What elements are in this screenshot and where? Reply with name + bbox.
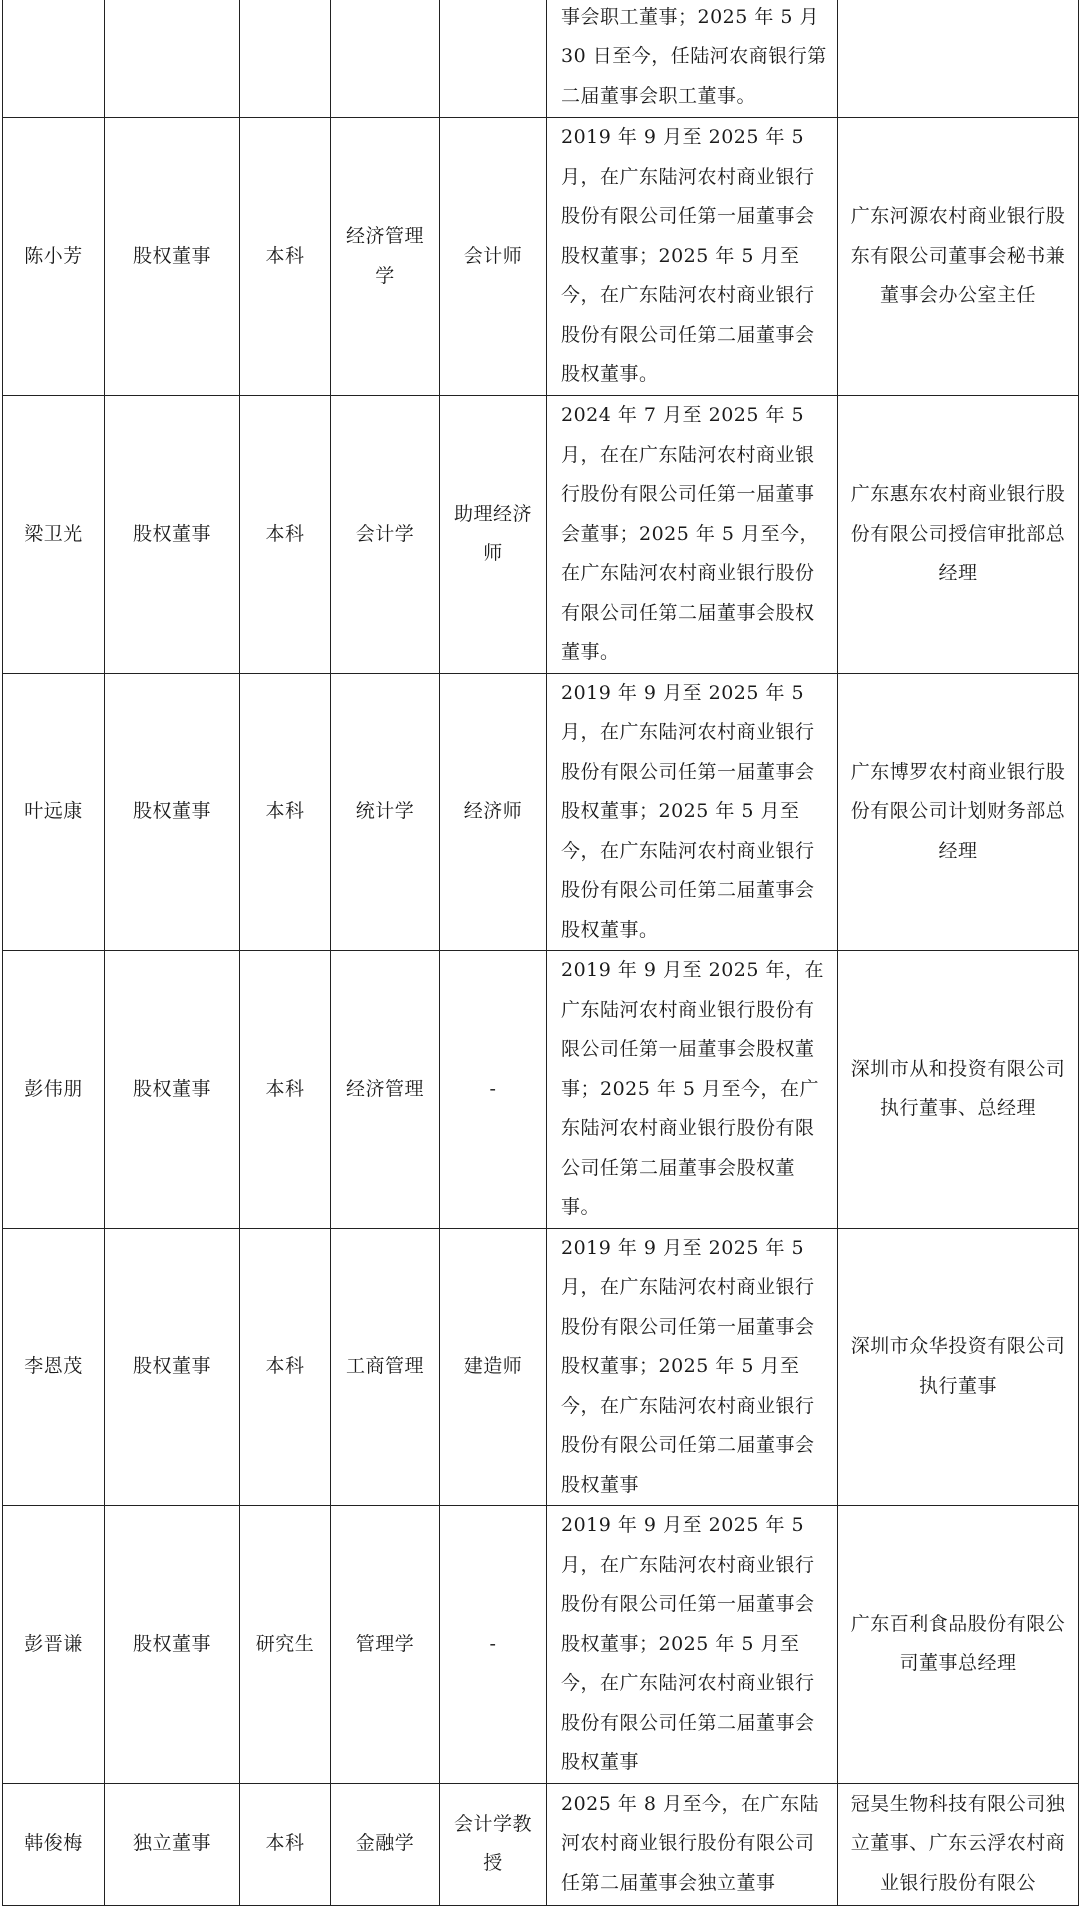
cell-education: 研究生: [240, 1506, 331, 1784]
cell-resume: 2025 年 8 月至今，在广东陆河农村商业银行股份有限公司任第二届董事会独立董事: [547, 1783, 838, 1905]
table-row: [3, 1783, 1079, 1905]
cell-resume: 2019 年 9 月至 2025 年，在广东陆河农村商业银行股份有限公司任第一届董事会股权董事；2025 年 5 月至今，在广东陆河农村商业银行股份有限公司任第二届董事会股权董事。: [547, 951, 838, 1229]
cell-title: -: [440, 1506, 547, 1784]
cell-major: 管理学: [331, 1506, 440, 1784]
cell-current-position: 广东河源农村商业银行股东有限公司董事会秘书兼董事会办公室主任: [838, 118, 1079, 396]
cell-role: 股权董事: [105, 1228, 240, 1506]
table-row: [3, 1228, 1079, 1506]
cell-major: 会计学: [331, 396, 440, 674]
cell-resume: 事会职工董事；2025 年 5 月 30 日至今，任陆河农商银行第二届董事会职工董事。: [547, 0, 838, 118]
cell-role: 独立董事: [105, 1783, 240, 1905]
cell-education: 本科: [240, 396, 331, 674]
cell-resume: 2019 年 9 月至 2025 年 5 月，在广东陆河农村商业银行股份有限公司任第一届董事会股权董事；2025 年 5 月至今，在广东陆河农村商业银行股份有限公司任第二届董事会股权董事。: [547, 673, 838, 951]
cell-resume: 2024 年 7 月至 2025 年 5 月，在在广东陆河农村商业银行股份有限公司任第一届董事会董事；2025 年 5 月至今，在广东陆河农村商业银行股份有限公司任第二届董事会股权董事。: [547, 396, 838, 674]
table-row: [3, 951, 1079, 1229]
cell-resume: 2019 年 9 月至 2025 年 5 月，在广东陆河农村商业银行股份有限公司任第一届董事会股权董事；2025 年 5 月至今，在广东陆河农村商业银行股份有限公司任第二届董事会股权董事: [547, 1506, 838, 1784]
cell-role: 股权董事: [105, 673, 240, 951]
director-table: [2, 0, 1079, 1906]
cell-role: [105, 0, 240, 118]
table-row: [3, 1506, 1079, 1784]
cell-name: 李恩茂: [3, 1228, 105, 1506]
cell-major: [331, 0, 440, 118]
cell-name: [3, 0, 105, 118]
cell-current-position: 冠昊生物科技有限公司独立董事、广东云浮农村商业银行股份有限公: [838, 1783, 1079, 1905]
cell-current-position: 广东博罗农村商业银行股份有限公司计划财务部总经理: [838, 673, 1079, 951]
cell-education: 本科: [240, 673, 331, 951]
cell-major: 经济管理: [331, 951, 440, 1229]
table-row: [3, 673, 1079, 951]
cell-education: 本科: [240, 1783, 331, 1905]
cell-title: -: [440, 951, 547, 1229]
cell-role: 股权董事: [105, 396, 240, 674]
cell-title: 会计学教授: [440, 1783, 547, 1905]
cell-role: 股权董事: [105, 1506, 240, 1784]
table-row: [3, 118, 1079, 396]
cell-role: 股权董事: [105, 951, 240, 1229]
table-row: [3, 396, 1079, 674]
cell-major: 工商管理: [331, 1228, 440, 1506]
cell-name: 彭伟朋: [3, 951, 105, 1229]
cell-major: 统计学: [331, 673, 440, 951]
cell-role: 股权董事: [105, 118, 240, 396]
cell-current-position: [838, 0, 1079, 118]
cell-name: 陈小芳: [3, 118, 105, 396]
cell-current-position: 广东惠东农村商业银行股份有限公司授信审批部总经理: [838, 396, 1079, 674]
cell-title: 会计师: [440, 118, 547, 396]
cell-title: 建造师: [440, 1228, 547, 1506]
cell-resume: 2019 年 9 月至 2025 年 5 月，在广东陆河农村商业银行股份有限公司任第一届董事会股权董事；2025 年 5 月至今，在广东陆河农村商业银行股份有限公司任第二届董事会股权董事: [547, 1228, 838, 1506]
cell-name: 彭晋谦: [3, 1506, 105, 1784]
cell-resume: 2019 年 9 月至 2025 年 5 月，在广东陆河农村商业银行股份有限公司任第一届董事会股权董事；2025 年 5 月至今，在广东陆河农村商业银行股份有限公司任第二届董事会股权董事。: [547, 118, 838, 396]
cell-education: 本科: [240, 118, 331, 396]
cell-name: 梁卫光: [3, 396, 105, 674]
cell-name: 叶远康: [3, 673, 105, 951]
cell-name: 韩俊梅: [3, 1783, 105, 1905]
cell-current-position: 广东百利食品股份有限公司董事总经理: [838, 1506, 1079, 1784]
cell-current-position: 深圳市从和投资有限公司执行董事、总经理: [838, 951, 1079, 1229]
cell-education: [240, 0, 331, 118]
table-row: [3, 0, 1079, 118]
cell-major: 经济管理学: [331, 118, 440, 396]
cell-title: [440, 0, 547, 118]
cell-education: 本科: [240, 951, 331, 1229]
cell-major: 金融学: [331, 1783, 440, 1905]
cell-education: 本科: [240, 1228, 331, 1506]
cell-title: 助理经济师: [440, 396, 547, 674]
cell-current-position: 深圳市众华投资有限公司执行董事: [838, 1228, 1079, 1506]
cell-title: 经济师: [440, 673, 547, 951]
